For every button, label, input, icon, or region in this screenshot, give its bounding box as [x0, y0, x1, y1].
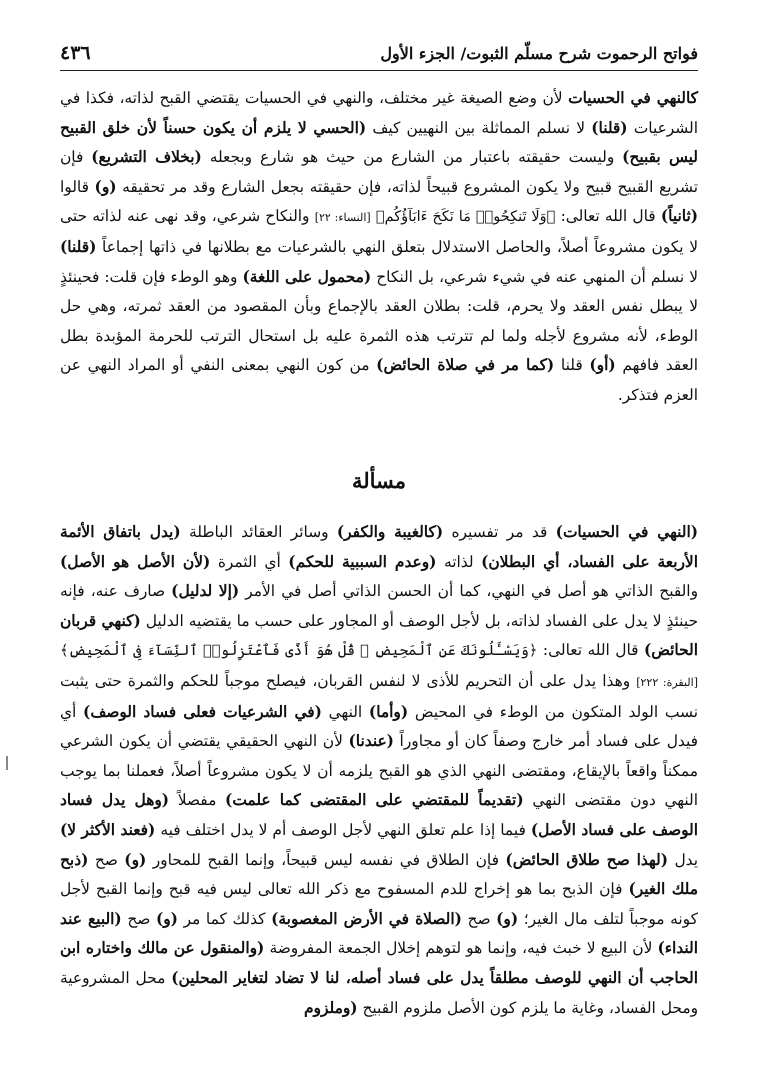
sharh-text: لا نسلم المماثلة بين النهيين كيف	[366, 118, 592, 137]
sharh-text: أي فيدل على فساد أمر خارج وصفاً كان أو مجاوراً	[60, 702, 698, 751]
matn-text: (و)	[496, 909, 519, 928]
sharh-text: النهي	[321, 702, 369, 721]
matn-text: (النهي في الحسيات)	[555, 523, 699, 541]
matn-text: (و)	[155, 909, 178, 928]
sharh-text: قال الله تعالى:	[555, 207, 661, 226]
sharh-text: صح	[461, 909, 497, 928]
matn-text: (و)	[124, 850, 147, 869]
sharh-text: مفصلاً	[169, 791, 226, 810]
sharh-text: فإن تشريع القبيح قبيح ولا يكون المشروع قبيحاً لذاته، فإن حقيقته بجعل الشارع وقد مر تحقيقه	[60, 148, 698, 196]
matn-text: (في الشرعيات فعلى فساد الوصف)	[83, 702, 322, 721]
quran-verse: ﴿وَيَسْـَٔلُونَكَ عَنِ ٱلْمَحِيضِ ۖ قُلْ هُوَ أَذًى فَٱعْتَزِلُوا۟ ٱلنِّسَآءَ فِى ٱلْمَحِيضِ﴾	[60, 643, 538, 660]
sharh-text: قلنا	[554, 356, 590, 375]
sharh-text: قد مر تفسيره	[443, 523, 556, 541]
matn-text: (إلا لدليل)	[171, 582, 240, 601]
sharh-text: لأن النهي الحقيقي يقتضي أن يكون الشرعي ممكناً واقعاً بالإيقاع، ومقتضى النهي الذي هو القبح يلزمه أن لا يكون مشروعاً أصلاً، فعملنا بما يوجب النهي دون مقتضى النهي	[60, 732, 698, 810]
matn-text: (محمول على اللغة)	[242, 267, 372, 286]
sharh-text: فيما إذا علم تعلق النهي لأجل الوصف أم لا يدل اختلف فيه	[155, 820, 531, 839]
matn-text: (وهل يدل فساد الوصف على فساد الأصل)	[60, 791, 698, 839]
matn-text: (وعدم السببية للحكم)	[288, 552, 437, 571]
matn-text: (ثانياً)	[660, 207, 699, 226]
margin-mark	[6, 756, 8, 770]
matn-text: (عندنا)	[348, 732, 394, 751]
paragraph	[60, 518, 698, 1023]
sharh-text: وهو الوطء فإن قلت: فحينئذٍ لا يبطل نفس العقد ولا يحرم، قلت: بطلان العقد بالإجماع وبأن المقصود من العقد ثمرته، وهي حل الوطء، لأنه مشروع لأجله ولما لم تترتب هذه الثمرة عليه بل استحال الترتب للحرمة المؤبدة بطل العقد فافهم	[60, 267, 699, 375]
sharh-text: لأن وضع الصيغة غير مختلف، والنهي في الحسيات يقتضي القبح لذاته، فكذا في الشرعيات	[60, 89, 698, 137]
sharh-text: يدل	[668, 850, 699, 869]
sharh-text: وهذا يدل على أن التحريم للأذى لا لنفس القربان، فيصلح موجباً للحكم والثمرة حتى يثبت نسب الولد المتكون من الوطء في المحيض	[60, 671, 698, 721]
sharh-text: لا نسلم أن المنهي عنه في شيء شرعي، بل النكاح	[371, 267, 698, 286]
matn-text: (و)	[94, 177, 117, 196]
matn-text: (كالغيبة والكفر)	[336, 523, 444, 541]
sharh-text: صح	[121, 909, 156, 928]
verse-reference: [البقرة: ٢٢٢]	[636, 675, 699, 689]
sharh-text: فإن الذبح بما هو إخراج للدم المسفوح مع ذكر الله تعالى ليس فيه قبح وإنما القبح لأجل كونه موجباً لتلف مال الغير؛	[60, 880, 698, 928]
matn-text: (قلنا)	[591, 118, 628, 137]
paragraph	[60, 84, 698, 411]
quran-verse: ﴿وَلَا تَنكِحُوا۟ مَا نَكَحَ ءَابَآؤُكُم﴾	[375, 209, 556, 226]
page-number: ٤٣٦	[60, 42, 91, 64]
matn-text: (فعند الأكثر لا)	[60, 820, 156, 839]
matn-text: (الصلاة في الأرض المغصوبة)	[271, 909, 462, 928]
matn-text: (بخلاف التشريع)	[91, 148, 202, 167]
running-title: فواتح الرحموت شرح مسلّم الثبوت/ الجزء الأول	[380, 43, 698, 63]
sharh-text: أي الثمرة	[210, 552, 289, 571]
section-heading: مسألة	[351, 468, 407, 493]
matn-text: (وأما)	[368, 702, 409, 721]
sharh-text: محل المشروعية ومحل الفساد، وغاية ما يلزم كون الأصل ملزوم القبيح	[60, 968, 698, 1017]
sharh-text: صارف عنه، فإنه حينئذٍ لا يدل على الفساد لذاته، بل لأجل الوصف أو المجاور على حسب ما يقتضيه الدليل	[60, 582, 698, 630]
sharh-text: قالوا	[60, 177, 95, 196]
matn-text: (قلنا)	[60, 237, 97, 256]
sharh-text: صح	[88, 850, 125, 869]
sharh-text: والنكاح شرعي، وقد نهى عنه لذاته حتى لا يكون مشروعاً أصلاً، والحاصل الاستدلال بتعلق النهي بالشرعيات مع بطلانها في ذاتها إجماعاً	[60, 207, 698, 256]
matn-text: (لأن الأصل هو الأصل)	[60, 552, 211, 571]
commentary-section-1	[60, 84, 698, 411]
sharh-text: من كون النهي بمعنى النفي أو المراد النهي عن العزم فتذكر.	[60, 356, 698, 404]
commentary-section-2	[60, 518, 698, 1023]
sharh-text: قال الله تعالى:	[537, 641, 644, 660]
sharh-text: لأن البيع لا خبث فيه، وإنما هو لتوهم إخلال الجمعة المفروضة	[264, 939, 658, 958]
matn-text: (تقديماً للمقتضي على المقتضى كما علمت)	[225, 791, 524, 810]
matn-text: (كنهي قربان الحائض)	[60, 611, 698, 660]
matn-text: (ذبح ملك الغير)	[60, 850, 699, 899]
sharh-text: وليست حقيقته باعتبار من الشارع من حيث هو شارع وبجعله	[201, 148, 623, 167]
header-rule	[60, 70, 698, 71]
sharh-text: والقبح الذاتي هو أصل في النهي، كما أن الحسن الذاتي أصل في الأمر	[239, 582, 699, 601]
page-header	[60, 38, 698, 68]
matn-text: (الحسي لا يلزم أن يكون حسناً لأن خلق القبيح ليس بقبيح)	[60, 118, 698, 167]
matn-text: (وملزوم	[304, 998, 358, 1017]
matn-text: (يدل باتفاق الأئمة الأربعة على الفساد، أي البطلان)	[60, 523, 698, 571]
matn-text: (أو)	[589, 356, 616, 375]
matn-text: (كما مر في صلاة الحائض)	[376, 356, 555, 375]
matn-text: كالنهي في الحسيات	[568, 89, 698, 107]
sharh-text: فإن الطلاق في نفسه ليس قبيحاً، وإنما القبح للمحاور	[146, 850, 506, 869]
sharh-text: كذلك كما مر	[177, 909, 272, 928]
matn-text: (والمنقول عن مالك واختاره ابن الحاجب أن النهي للوصف مطلقاً يدل على فساد أصله، لنا لا تضاد لتغاير المحلين)	[60, 939, 699, 987]
verse-reference: [النساء: ٢٢]	[314, 211, 371, 225]
matn-text: (لهذا صح طلاق الحائض)	[505, 850, 668, 869]
sharh-text: لذاته	[436, 552, 482, 571]
sharh-text: وسائر العقائد الباطلة	[180, 523, 337, 541]
matn-text: (البيع عند النداء)	[60, 909, 698, 958]
